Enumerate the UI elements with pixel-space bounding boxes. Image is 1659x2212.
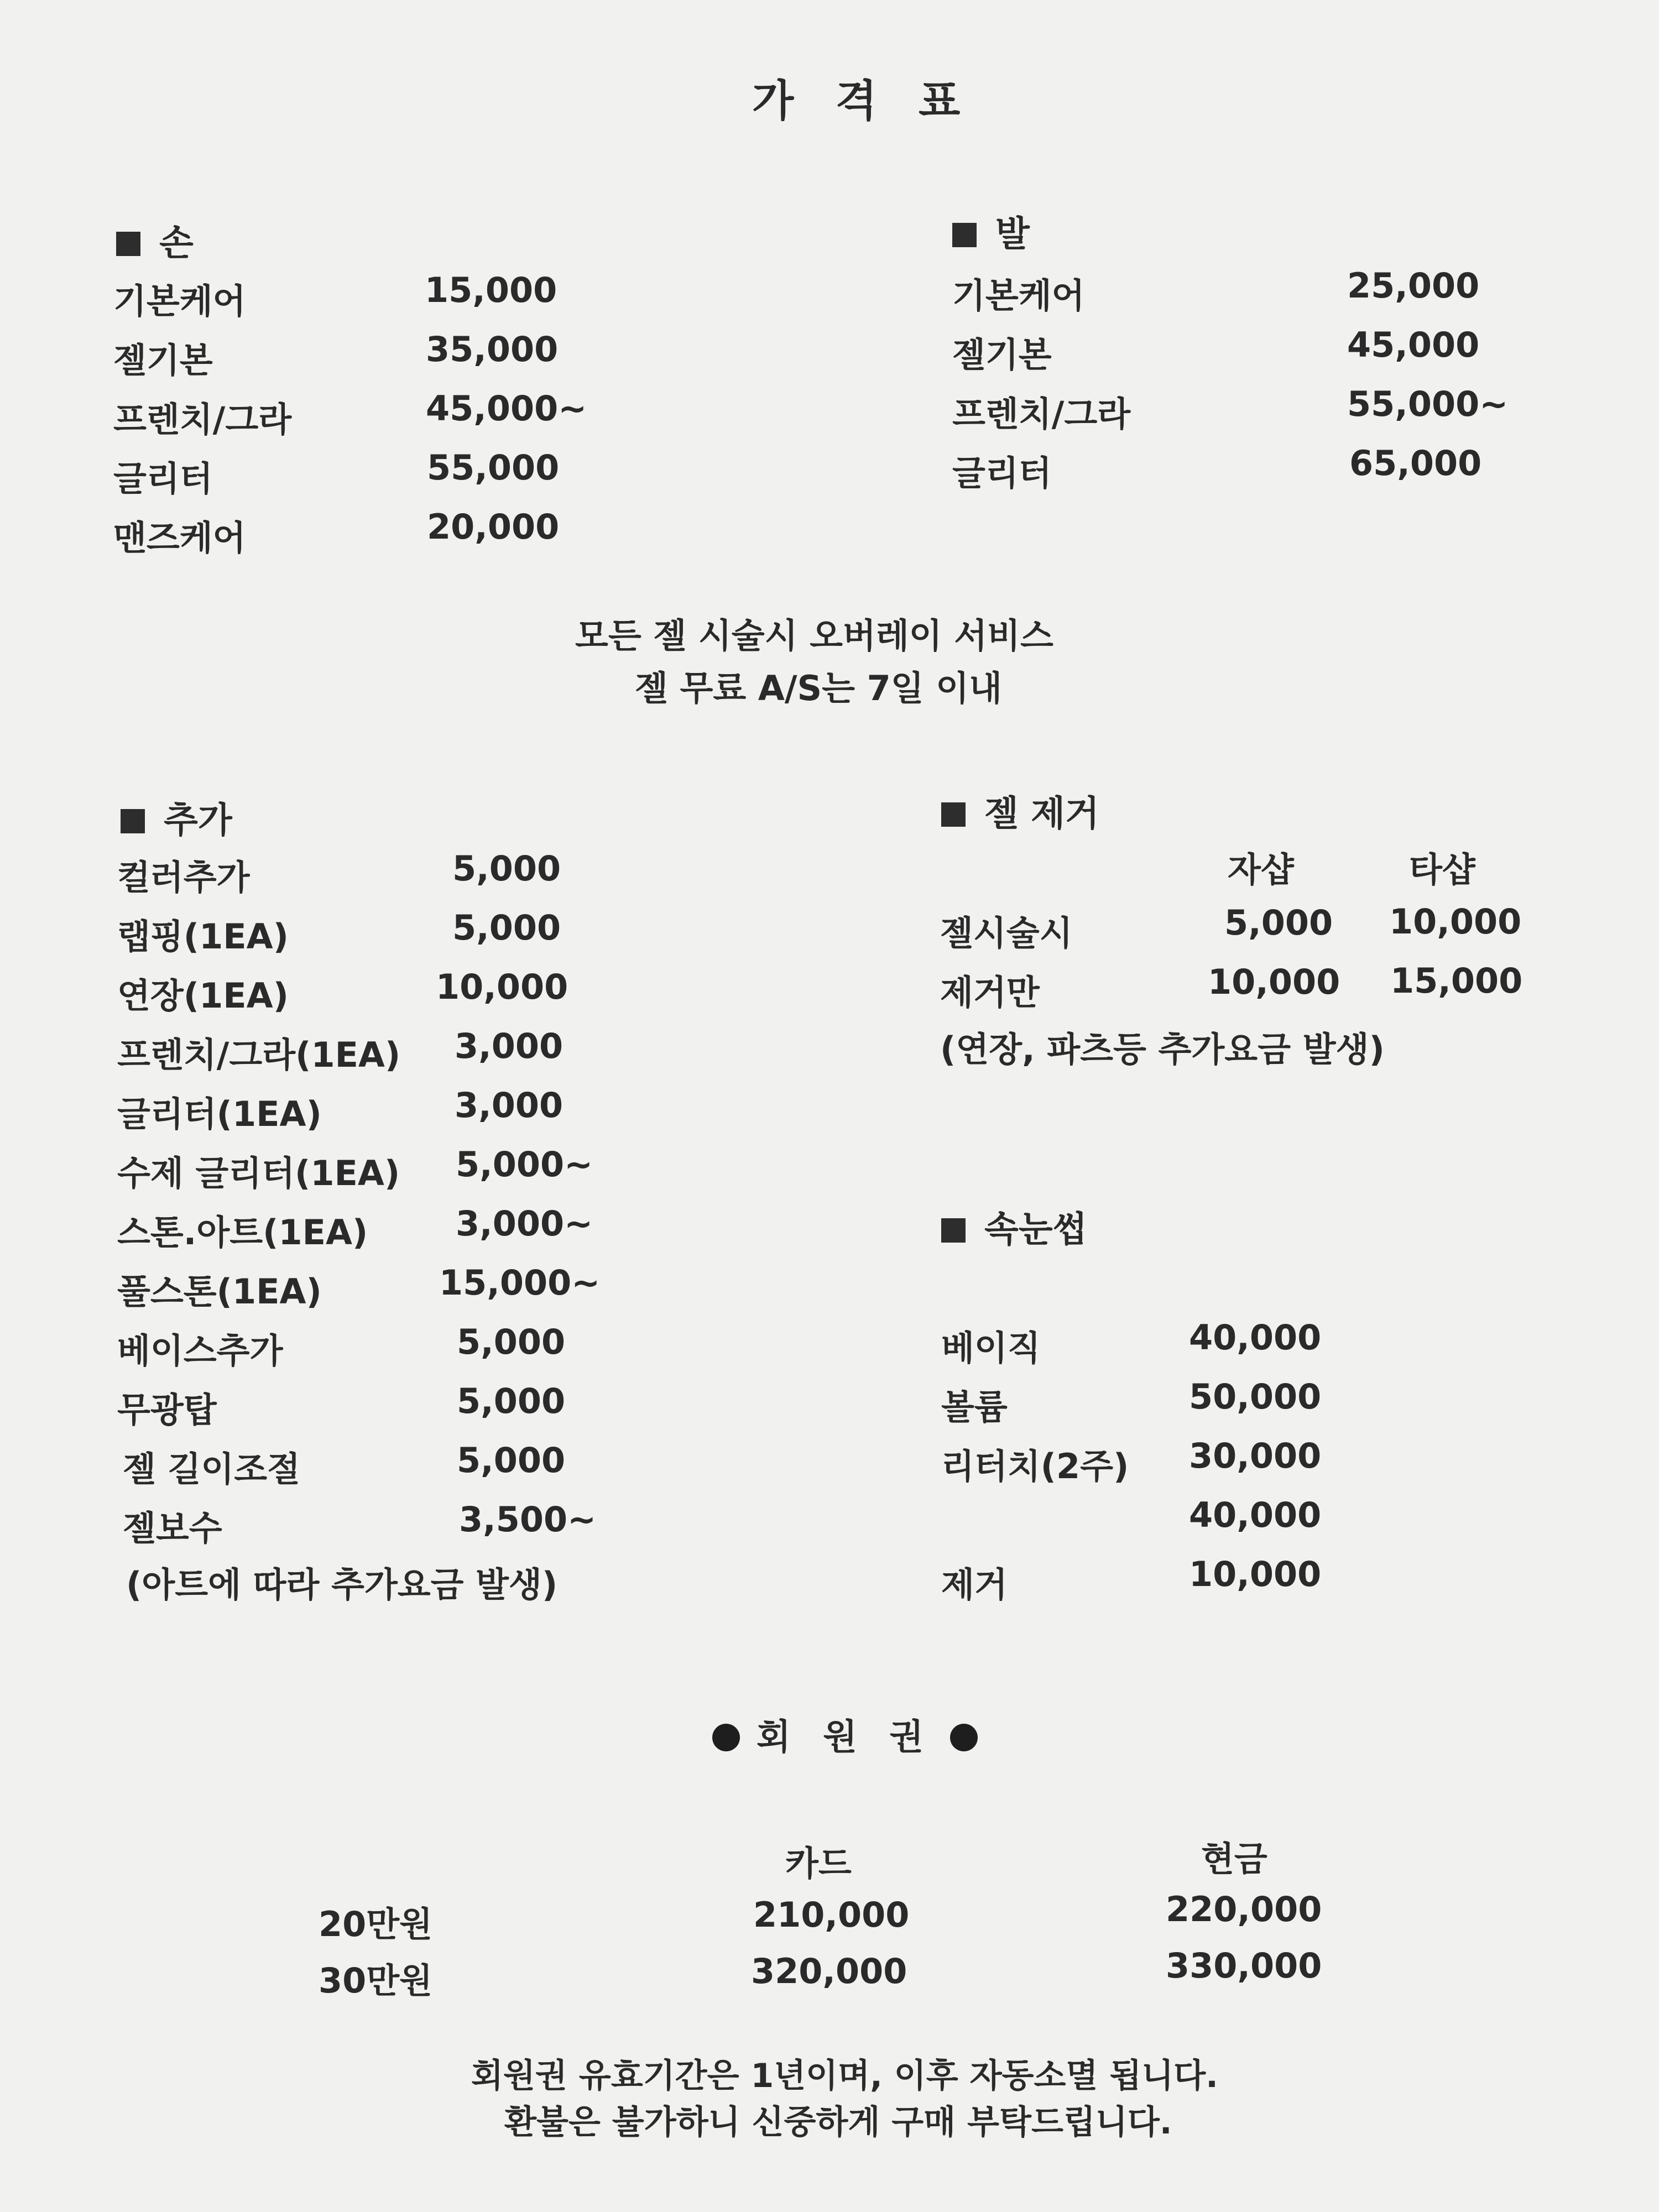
extra-item-label: 글리터(1EA) — [117, 1094, 322, 1134]
membership-note-2: 환불은 불가하니 신중하게 구매 부탁드립니다. — [504, 2103, 1172, 2142]
hand-item-price: 35,000 — [426, 329, 559, 369]
gel-removal-heading-label: 젤 제거 — [984, 794, 1099, 834]
foot-item-label: 프렌치/그라 — [952, 394, 1131, 434]
extra-item-price: 15,000~ — [439, 1262, 601, 1303]
extra-item-price: 5,000 — [452, 907, 561, 948]
square-bullet-icon — [116, 232, 140, 256]
foot-item-label: 젤기본 — [952, 335, 1052, 375]
membership-cash-price: 330,000 — [1166, 1945, 1322, 1986]
extra-item-price: 5,000 — [457, 1440, 566, 1480]
lash-heading-label: 속눈썹 — [984, 1209, 1087, 1250]
extra-item-price: 3,000 — [455, 1085, 564, 1125]
hand-item-price: 45,000~ — [426, 388, 587, 429]
gel-removal-own-price: 10,000 — [1208, 962, 1340, 1002]
gel-removal-col-own: 자샵 — [1228, 849, 1294, 890]
membership-heading-label: 회 원 권 — [757, 1717, 934, 1758]
foot-item-price: 45,000 — [1347, 325, 1480, 365]
lash-item-price: 50,000 — [1189, 1376, 1322, 1417]
hand-item-label: 프렌치/그라 — [113, 399, 292, 440]
foot-heading-label: 발 — [995, 214, 1030, 255]
square-bullet-icon — [952, 223, 977, 247]
gel-removal-other-price: 15,000 — [1390, 961, 1523, 1001]
foot-item-price: 65,000 — [1349, 443, 1482, 483]
extra-section-heading — [121, 792, 232, 843]
lash-item-price: 40,000 — [1189, 1317, 1322, 1358]
hand-item-label: 글리터 — [113, 458, 213, 499]
page-title: 가 격 표 — [752, 76, 974, 126]
bullet-dot-icon — [712, 1724, 740, 1751]
gel-removal-row-label: 제거만 — [940, 972, 1040, 1013]
membership-note-1: 회원권 유효기간은 1년이며, 이후 자동소멸 됩니다. — [471, 2057, 1218, 2095]
lash-item-label: 볼륨 — [941, 1387, 1008, 1427]
gel-removal-row-label: 젤시술시 — [940, 913, 1073, 953]
notice-line-1: 모든 젤 시술시 오버레이 서비스 — [575, 615, 1053, 656]
gel-removal-note: (연장, 파츠등 추가요금 발생) — [940, 1029, 1385, 1070]
extra-item-label: 랩핑(1EA) — [117, 916, 289, 957]
square-bullet-icon — [941, 802, 966, 827]
hand-item-label: 기본케어 — [113, 281, 246, 321]
extra-item-price: 5,000 — [457, 1322, 566, 1362]
membership-cash-price: 220,000 — [1166, 1889, 1322, 1929]
membership-card-price: 210,000 — [753, 1895, 910, 1935]
hand-section-heading — [116, 215, 194, 265]
foot-section-heading — [952, 206, 1030, 257]
extra-note: (아트에 따라 추가요금 발생) — [126, 1564, 558, 1605]
extra-item-price: 3,000~ — [456, 1203, 593, 1244]
extra-heading-label: 추가 — [164, 800, 232, 841]
extra-item-label: 연장(1EA) — [117, 975, 289, 1016]
hand-item-price: 20,000 — [427, 507, 560, 547]
foot-item-label: 기본케어 — [952, 275, 1085, 316]
extra-item-label: 스톤.아트(1EA) — [117, 1212, 368, 1253]
foot-item-price: 55,000~ — [1347, 384, 1509, 424]
membership-col-cash: 현금 — [1201, 1839, 1267, 1879]
lash-item-price: 30,000 — [1189, 1436, 1322, 1476]
extra-item-label: 젤 길이조절 — [123, 1449, 301, 1489]
hand-item-price: 55,000 — [427, 447, 560, 488]
membership-row-label: 30만원 — [319, 1960, 433, 2001]
hand-item-label: 젤기본 — [113, 340, 213, 380]
extra-item-label: 베이스추가 — [117, 1331, 283, 1371]
gel-removal-section-heading — [941, 785, 1099, 836]
extra-item-price: 10,000 — [436, 967, 568, 1007]
extra-item-price: 5,000 — [452, 848, 561, 889]
membership-card-price: 320,000 — [751, 1951, 907, 1991]
lash-item-price: 10,000 — [1189, 1554, 1322, 1594]
notice-line-2: 젤 무료 A/S는 7일 이내 — [635, 668, 1003, 708]
extra-item-label: 풀스톤(1EA) — [117, 1271, 322, 1312]
membership-row-label: 20만원 — [319, 1904, 433, 1944]
extra-item-price: 3,500~ — [459, 1499, 597, 1540]
foot-item-label: 글리터 — [952, 453, 1052, 493]
square-bullet-icon — [941, 1218, 966, 1243]
lash-section-heading — [941, 1201, 1087, 1252]
gel-removal-col-other: 타샵 — [1409, 849, 1475, 890]
extra-item-label: 컬러추가 — [117, 857, 250, 898]
hand-heading-label: 손 — [159, 223, 194, 264]
bullet-dot-icon — [950, 1724, 978, 1751]
lash-item-label: 리터치(2주) — [941, 1446, 1129, 1486]
extra-item-label: 젤보수 — [123, 1508, 222, 1548]
extra-item-label: 수제 글리터(1EA) — [117, 1153, 400, 1193]
hand-item-label: 맨즈케어 — [113, 518, 246, 558]
square-bullet-icon — [121, 809, 145, 833]
gel-removal-other-price: 10,000 — [1389, 901, 1522, 942]
extra-item-price: 3,000 — [455, 1026, 564, 1066]
lash-item-label: 베이직 — [941, 1328, 1041, 1368]
foot-item-price: 25,000 — [1347, 265, 1480, 306]
gel-removal-own-price: 5,000 — [1224, 902, 1333, 943]
lash-item-price: 40,000 — [1189, 1495, 1322, 1535]
membership-heading — [696, 1709, 994, 1760]
lash-item-label: 제거 — [941, 1564, 1008, 1605]
extra-item-label: 프렌치/그라(1EA) — [117, 1035, 401, 1075]
membership-col-card: 카드 — [785, 1843, 852, 1884]
extra-item-price: 5,000 — [457, 1381, 566, 1421]
hand-item-price: 15,000 — [425, 270, 557, 310]
extra-item-price: 5,000~ — [456, 1144, 593, 1185]
extra-item-label: 무광탑 — [117, 1390, 217, 1430]
